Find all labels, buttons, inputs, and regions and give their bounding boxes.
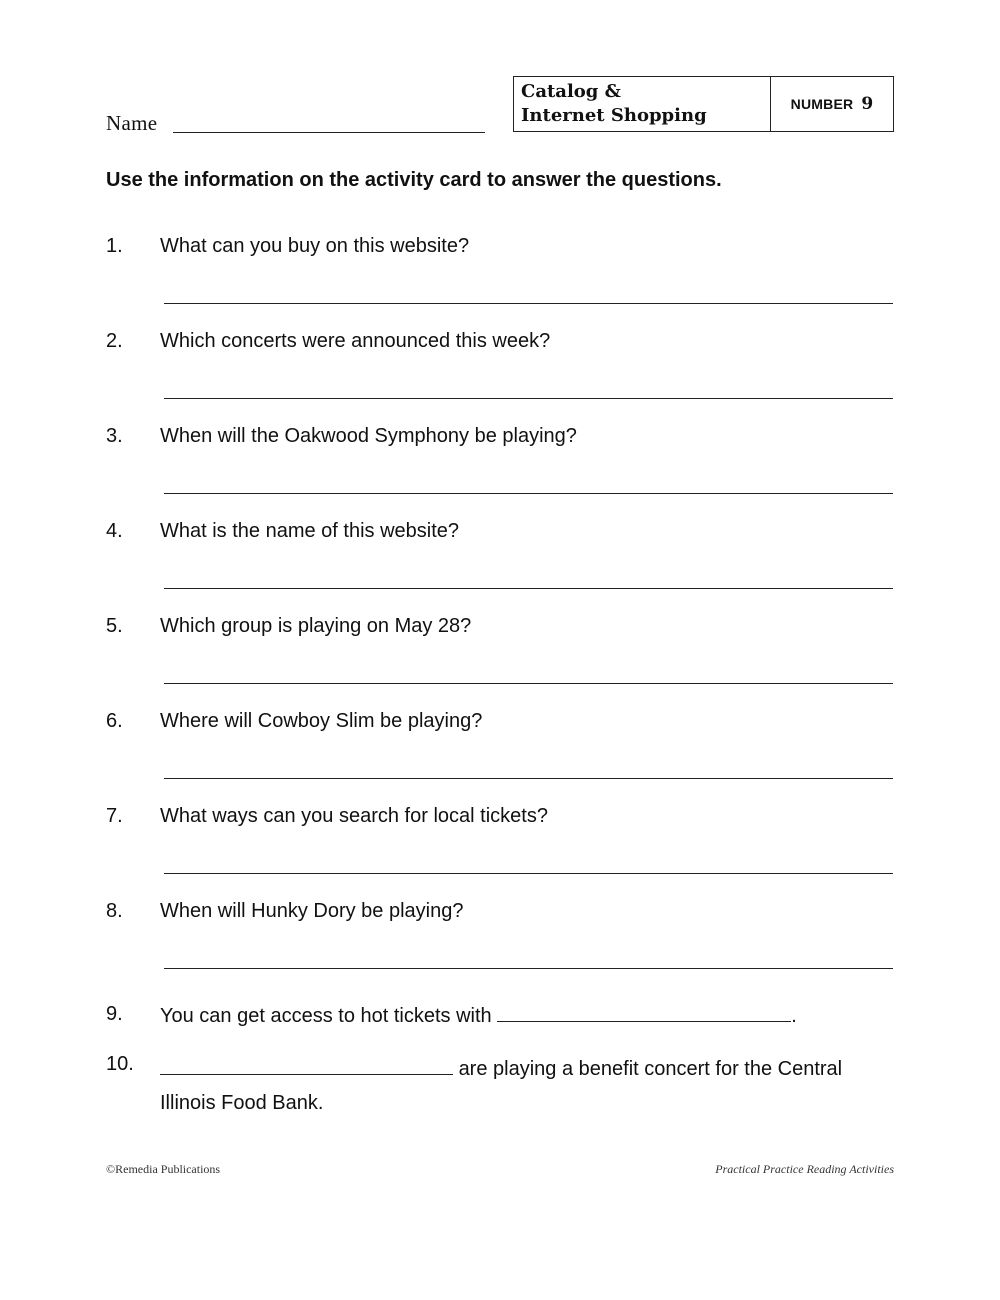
answer-line-2[interactable] [164, 398, 893, 399]
question-number: 3. [106, 425, 123, 447]
question-number: 9. [106, 1003, 123, 1025]
question-number: 2. [106, 330, 123, 352]
answer-line-5[interactable] [164, 683, 893, 684]
answer-line-8[interactable] [164, 968, 893, 969]
answer-line-4[interactable] [164, 588, 893, 589]
question-text [160, 1003, 797, 1028]
title-line-2: Internet Shopping [521, 105, 707, 126]
question-text: When will the Oakwood Symphony be playing? [160, 425, 577, 447]
answer-line-7[interactable] [164, 873, 893, 874]
question-text: Where will Cowboy Slim be playing? [160, 710, 483, 732]
question-text-after: . [791, 1005, 797, 1027]
question-number: 6. [106, 710, 123, 732]
name-label: Name [106, 111, 158, 135]
question-text: Which concerts were announced this week? [160, 330, 551, 352]
question-text: What is the name of this website? [160, 520, 460, 542]
answer-line-3[interactable] [164, 493, 893, 494]
name-field-line[interactable] [173, 132, 485, 133]
question-number: 10. [106, 1053, 134, 1075]
answer-line-6[interactable] [164, 778, 893, 779]
fill-in-blank-9[interactable] [497, 1003, 791, 1022]
question-number: 5. [106, 615, 123, 637]
question-number: 1. [106, 235, 123, 257]
worksheet-number [771, 77, 893, 131]
question-number: 7. [106, 805, 123, 827]
question-text: When will Hunky Dory be playing? [160, 900, 464, 922]
title-line-1: Catalog & [521, 81, 621, 102]
question-text: Which group is playing on May 28? [160, 615, 472, 637]
footer-series-title: Practical Practice Reading Activities [715, 1162, 894, 1176]
fill-in-blank-10[interactable] [160, 1056, 453, 1075]
question-text-after: are playing a benefit concert for the Central [458, 1058, 843, 1080]
question-text-before: You can get access to hot tickets with [160, 1005, 492, 1027]
question-text: What can you buy on this website? [160, 235, 470, 257]
question-text-line-2: Illinois Food Bank. [160, 1092, 324, 1114]
title-box [513, 76, 894, 132]
footer-copyright: ©Remedia Publications [106, 1162, 221, 1176]
question-number: 8. [106, 900, 123, 922]
instructions: Use the information on the activity card to answer the questions. [106, 169, 722, 191]
answer-line-1[interactable] [164, 303, 893, 304]
number-label: NUMBER [790, 96, 854, 112]
question-number: 4. [106, 520, 123, 542]
question-text: What ways can you search for local tickets? [160, 805, 548, 827]
question-text [160, 1052, 842, 1120]
worksheet-title [514, 77, 771, 131]
number-value: 9 [861, 94, 874, 114]
question-text-line-1 [160, 1052, 842, 1086]
